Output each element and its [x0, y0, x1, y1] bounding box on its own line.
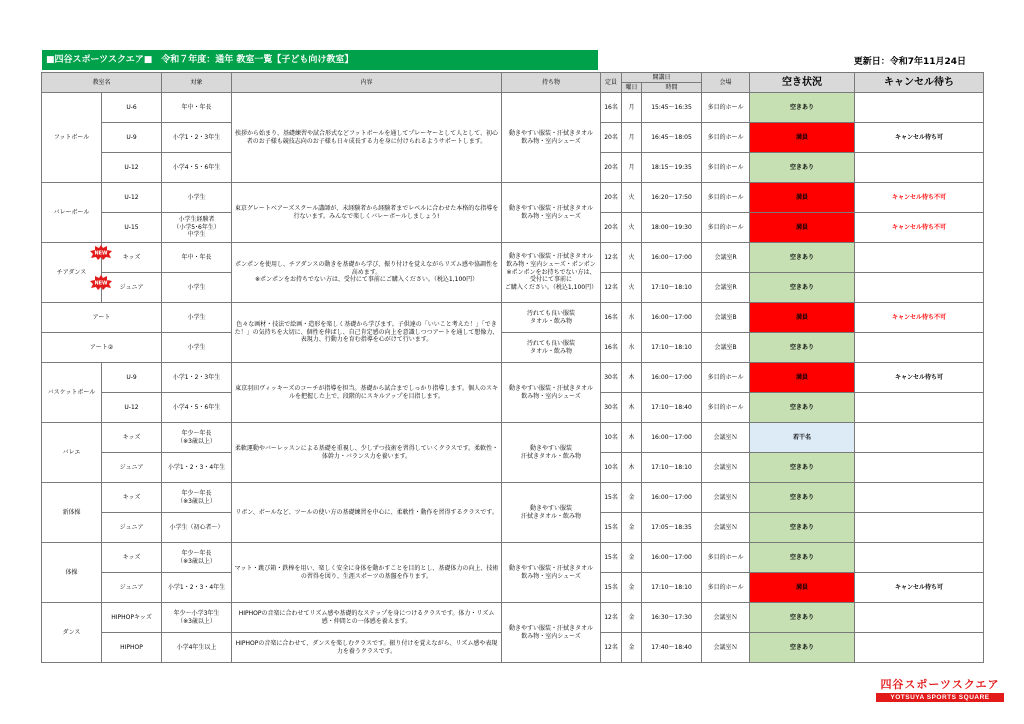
class-name: アート②: [42, 333, 162, 363]
capacity: 12名: [601, 603, 622, 633]
status-label: 若干名: [793, 434, 812, 441]
schedule-table: [41, 72, 984, 663]
venue: 会議室R: [702, 243, 750, 273]
cancel-cell: [855, 603, 984, 633]
status-cell: [750, 423, 855, 453]
cancel-cell: [855, 513, 984, 543]
status-cell: [750, 393, 855, 423]
venue: 多目的ホール: [702, 183, 750, 213]
status-cell: [750, 483, 855, 513]
cancel-cell: [855, 93, 984, 123]
new-badge-icon: [90, 245, 110, 259]
time: 16:00～17:00: [642, 243, 702, 273]
updated-date: 更新日：令和7年11月24日: [853, 57, 966, 67]
time: 15:45～16:35: [642, 93, 702, 123]
class-name: チアダンス: [42, 243, 102, 303]
capacity: 16名: [601, 303, 622, 333]
class-name: 新体操: [42, 483, 102, 543]
status-label: 空きあり: [790, 404, 815, 411]
capacity: 15名: [601, 573, 622, 603]
header-day: 曜日: [622, 83, 642, 93]
cancel-cell: [855, 423, 984, 453]
class-name: アート: [42, 303, 162, 333]
class-sub: U-6: [102, 93, 162, 123]
status-label: 空きあり: [790, 554, 815, 561]
time: 16:30～17:30: [642, 603, 702, 633]
class-sub: ジュニア: [102, 273, 162, 303]
day: 金: [622, 603, 642, 633]
cancel-cell: キャンセル待ち不可: [855, 183, 984, 213]
cancel-cell: キャンセル待ち可: [855, 363, 984, 393]
cancel-cell: [855, 453, 984, 483]
venue: 多目的ホール: [702, 363, 750, 393]
schedule-body: [42, 93, 984, 663]
status-label: 空きあり: [790, 254, 815, 261]
status-label: 空きあり: [790, 104, 815, 111]
day: 金: [622, 573, 642, 603]
status-cell: [750, 333, 855, 363]
target: 年中・年長: [162, 243, 232, 273]
header-capacity: 定員: [601, 73, 622, 93]
items: 汚れても良い服装 タオル・飲み物: [502, 303, 601, 333]
time: 16:45～18:05: [642, 123, 702, 153]
capacity: 20名: [601, 213, 622, 243]
new-badge-text: NEW: [94, 280, 108, 287]
day: 火: [622, 243, 642, 273]
day: 水: [622, 333, 642, 363]
capacity: 16名: [601, 93, 622, 123]
status-label: 空きあり: [790, 644, 815, 651]
status-cell: [750, 633, 855, 663]
day: 木: [622, 453, 642, 483]
target: 小学生: [162, 183, 232, 213]
target: 小学1・2・3・4年生: [162, 573, 232, 603]
status-cell: [750, 363, 855, 393]
time: 16:00～17:00: [642, 363, 702, 393]
header-cancel: キャンセル待ち: [855, 73, 984, 93]
header-status: 空き状況: [750, 73, 855, 93]
table-row: [42, 303, 984, 333]
table-row: [42, 543, 984, 573]
venue: 会議室B: [702, 303, 750, 333]
cancel-cell: キャンセル待ち不可: [855, 303, 984, 333]
class-sub: キッズ: [102, 543, 162, 573]
venue: 多目的ホール: [702, 543, 750, 573]
class-sub: U-12: [102, 183, 162, 213]
day: 火: [622, 273, 642, 303]
table-row: [42, 483, 984, 513]
content: 挨拶から始まり、基礎練習や試合形式などフットボールを通してプレーヤーとして人として、初心者のお子様も競技志向のお子様も日々成長する力を身に付けられるようサポートします。: [232, 93, 502, 183]
cancel-cell: [855, 333, 984, 363]
items: 動きやすい服装・汗拭きタオル 飲み物・室内シューズ: [502, 93, 601, 183]
class-sub: U-9: [102, 123, 162, 153]
status-cell: [750, 93, 855, 123]
status-cell: [750, 303, 855, 333]
header-target: 対象: [162, 73, 232, 93]
class-sub: ジュニア: [102, 513, 162, 543]
venue: 会議室Ｎ: [702, 453, 750, 483]
cancel-cell: [855, 153, 984, 183]
target: 小学1・2・3年生: [162, 363, 232, 393]
brand-logo: [876, 676, 1004, 704]
class-sub: キッズ: [102, 483, 162, 513]
time: 17:10～18:10: [642, 333, 702, 363]
capacity: 30名: [601, 363, 622, 393]
time: 17:10～18:40: [642, 393, 702, 423]
time: 16:00～17:00: [642, 483, 702, 513]
class-sub: キッズ: [102, 423, 162, 453]
class-name: バスケットボール: [42, 363, 102, 423]
table-row: [42, 183, 984, 213]
cancel-cell: [855, 243, 984, 273]
day: 木: [622, 423, 642, 453]
day: 月: [622, 123, 642, 153]
status-label: 満員: [796, 314, 809, 321]
venue: 会議室B: [702, 333, 750, 363]
day: 木: [622, 393, 642, 423]
capacity: 30名: [601, 393, 622, 423]
time: 18:15～19:35: [642, 153, 702, 183]
class-sub: U-9: [102, 363, 162, 393]
status-label: 満員: [796, 374, 809, 381]
status-label: 空きあり: [790, 524, 815, 531]
status-label: 空きあり: [790, 344, 815, 351]
target: 年中・年長: [162, 93, 232, 123]
target: 小学4・5・6年生: [162, 153, 232, 183]
venue: 多目的ホール: [702, 393, 750, 423]
target: 小学4・5・6年生: [162, 393, 232, 423]
class-name: 体操: [42, 543, 102, 603]
time: 18:00～19:30: [642, 213, 702, 243]
venue: 会議室Ｎ: [702, 513, 750, 543]
venue: 会議室Ｎ: [702, 633, 750, 663]
target: 小学生: [162, 273, 232, 303]
content: HIPHOPの音楽に合わせて、ダンスを楽しむクラスです。振り付けを覚えながら、リズム感や表現力を養うクラスです。: [232, 633, 502, 663]
status-label: 満員: [796, 224, 809, 231]
status-cell: [750, 153, 855, 183]
day: 金: [622, 633, 642, 663]
header-class: 教室名: [42, 73, 162, 93]
cancel-cell: キャンセル待ち可: [855, 123, 984, 153]
venue: 多目的ホール: [702, 573, 750, 603]
new-badge-text: NEW: [94, 250, 108, 257]
header-venue: 会場: [702, 73, 750, 93]
status-label: 空きあり: [790, 464, 815, 471]
venue: 会議室Ｎ: [702, 483, 750, 513]
status-cell: [750, 603, 855, 633]
target: 小学生: [162, 303, 232, 333]
class-sub: キッズ: [102, 243, 162, 273]
target: 年少～年長 （※3歳以上）: [162, 543, 232, 573]
venue: 会議室R: [702, 273, 750, 303]
venue: 会議室Ｎ: [702, 603, 750, 633]
time: 17:10～18:10: [642, 453, 702, 483]
target: 小学生経験者 （小学5･6年生） 中学生: [162, 213, 232, 243]
target: 年少～小学3年生 （※3歳以上）: [162, 603, 232, 633]
status-label: 満員: [796, 584, 809, 591]
status-cell: [750, 513, 855, 543]
table-row: [42, 603, 984, 633]
cancel-cell: [855, 393, 984, 423]
items: 汚れても良い服装 タオル・飲み物: [502, 333, 601, 363]
class-sub: ジュニア: [102, 453, 162, 483]
capacity: 15名: [601, 483, 622, 513]
page-title: ■四谷スポーツスクエア■ 令和７年度：通年 教室一覧【子ども向け教室】: [42, 50, 598, 70]
content: リボン、ボールなど、ツールの使い方の基礎練習を中心に、柔軟性・動作を習得するクラスです。: [232, 483, 502, 543]
cancel-cell: [855, 483, 984, 513]
time: 16:20～17:50: [642, 183, 702, 213]
venue: 多目的ホール: [702, 93, 750, 123]
venue: 多目的ホール: [702, 213, 750, 243]
time: 17:05～18:35: [642, 513, 702, 543]
status-cell: [750, 273, 855, 303]
items: 動きやすい服装・汗拭きタオル 飲み物・室内シューズ: [502, 543, 601, 603]
target: 年少～年長 （※3歳以上）: [162, 423, 232, 453]
capacity: 20名: [601, 183, 622, 213]
cancel-cell: [855, 543, 984, 573]
items: 動きやすい服装・汗拭きタオル 飲み物・室内シューズ: [502, 363, 601, 423]
time: 16:00～17:00: [642, 303, 702, 333]
table-row: [42, 93, 984, 123]
capacity: 12名: [601, 243, 622, 273]
class-sub: U-15: [102, 213, 162, 243]
target: 小学4年生以上: [162, 633, 232, 663]
capacity: 10名: [601, 423, 622, 453]
cancel-cell: [855, 273, 984, 303]
class-sub: HIPHOP: [102, 633, 162, 663]
time: 17:10～18:10: [642, 273, 702, 303]
content: マット・跳び箱・鉄棒を用い、楽しく安全に身体を動かすことを目的とし、基礎体力の向上、技術の習得を図り、生涯スポーツの基盤を作ります。: [232, 543, 502, 603]
venue: 多目的ホール: [702, 153, 750, 183]
capacity: 20名: [601, 153, 622, 183]
day: 月: [622, 153, 642, 183]
venue: 多目的ホール: [702, 123, 750, 153]
status-cell: [750, 573, 855, 603]
time: 17:40～18:40: [642, 633, 702, 663]
class-name: バレーボール: [42, 183, 102, 243]
class-sub: HIPHOPキッズ: [102, 603, 162, 633]
status-label: 空きあり: [790, 164, 815, 171]
table-row: [42, 363, 984, 393]
capacity: 15名: [601, 543, 622, 573]
capacity: 15名: [601, 513, 622, 543]
status-label: 空きあり: [790, 284, 815, 291]
day: 金: [622, 543, 642, 573]
status-label: 満員: [796, 134, 809, 141]
class-name: フットボール: [42, 93, 102, 183]
content: HIPHOPの音楽に合わせてリズム感や基礎的なステップを身につけるクラスです。体力・リズム感・仲間との一体感を養えます。: [232, 603, 502, 633]
cancel-cell: キャンセル待ち可: [855, 573, 984, 603]
time: 16:00～17:00: [642, 543, 702, 573]
target: 小学生（初心者～）: [162, 513, 232, 543]
day: 月: [622, 93, 642, 123]
target: 年少～年長 （※3歳以上）: [162, 483, 232, 513]
target: 小学生: [162, 333, 232, 363]
day: 金: [622, 483, 642, 513]
header-items: 持ち物: [502, 73, 601, 93]
status-cell: [750, 183, 855, 213]
class-sub: ジュニア: [102, 573, 162, 603]
new-badge-icon: [90, 275, 110, 289]
status-cell: [750, 453, 855, 483]
items: 動きやすい服装・汗拭きタオル 飲み物・室内シューズ: [502, 603, 601, 663]
content: 東京羽田ヴィッキーズのコーチが指導を担当。基礎から試合までしっかり指導します。個人のスキルを把握した上で、段階的にスキルアップを目指します。: [232, 363, 502, 423]
cancel-cell: [855, 633, 984, 663]
items: 動きやすい服装 汗拭きタオル・飲み物: [502, 423, 601, 483]
items: 動きやすい服装 汗拭きタオル・飲み物: [502, 483, 601, 543]
day: 木: [622, 363, 642, 393]
day: 水: [622, 303, 642, 333]
capacity: 20名: [601, 123, 622, 153]
capacity: 12名: [601, 633, 622, 663]
header-schedule: 開講日: [622, 73, 702, 83]
cancel-cell: キャンセル待ち不可: [855, 213, 984, 243]
items: 動きやすい服装・汗拭きタオル 飲み物・室内シューズ・ポンポン ※ポンポンをお持ちでない方は、受付にて事前に ご購入ください。（税込1,100円）: [502, 243, 601, 303]
status-cell: [750, 213, 855, 243]
time: 17:10～18:10: [642, 573, 702, 603]
day: 火: [622, 213, 642, 243]
table-row: [42, 333, 984, 363]
table-row: [42, 423, 984, 453]
status-label: 空きあり: [790, 494, 815, 501]
content: ポンポンを使用し、チアダンスの動きを基礎から学び、振り付けを覚えながらリズム感や協調性を高めます。 ※ポンポンをお持ちでない方は、受付にて事前にご購入ください。（税込1,100円）: [232, 243, 502, 303]
items: 動きやすい服装・汗拭きタオル 飲み物・室内シューズ: [502, 183, 601, 243]
logo-en: YOTSUYA SPORTS SQUARE: [876, 693, 1004, 702]
header-time: 時間: [642, 83, 702, 93]
logo-jp: 四谷スポーツスクエア: [880, 678, 1000, 691]
status-label: 空きあり: [790, 614, 815, 621]
content: 柔軟運動やバーレッスンによる基礎を重視し、少しずつ技術を習得していくクラスです。柔軟性・体幹力・バランス力を養います。: [232, 423, 502, 483]
day: 金: [622, 513, 642, 543]
status-cell: [750, 123, 855, 153]
venue: 会議室Ｎ: [702, 423, 750, 453]
class-sub: U-12: [102, 153, 162, 183]
target: 小学1・2・3年生: [162, 123, 232, 153]
header-content: 内容: [232, 73, 502, 93]
class-name: ダンス: [42, 603, 102, 663]
status-label: 満員: [796, 194, 809, 201]
class-sub: U-12: [102, 393, 162, 423]
time: 16:00～17:00: [642, 423, 702, 453]
target: 小学1・2・3・4年生: [162, 453, 232, 483]
content: 色々な画材・技法で絵画・造形を楽しく基礎から学びます。子供達の「いいこと考えた！」「できた！」の気持ちを大切に、個性を伸ばし、自己肯定感の向上を意識しつつアートを通して想像力、表現力、行動力を育む指導を心がけて行います。: [232, 303, 502, 363]
status-cell: [750, 243, 855, 273]
day: 火: [622, 183, 642, 213]
status-cell: [750, 543, 855, 573]
table-row: [42, 243, 984, 273]
capacity: 10名: [601, 453, 622, 483]
capacity: 12名: [601, 273, 622, 303]
capacity: 16名: [601, 333, 622, 363]
class-name: バレエ: [42, 423, 102, 483]
content: 東京グレートベアーズスクール講師が、未経験者から経験者までレベルに合わせた本格的な指導を行ないます。みんなで楽しくバレーボールしましょう!: [232, 183, 502, 243]
